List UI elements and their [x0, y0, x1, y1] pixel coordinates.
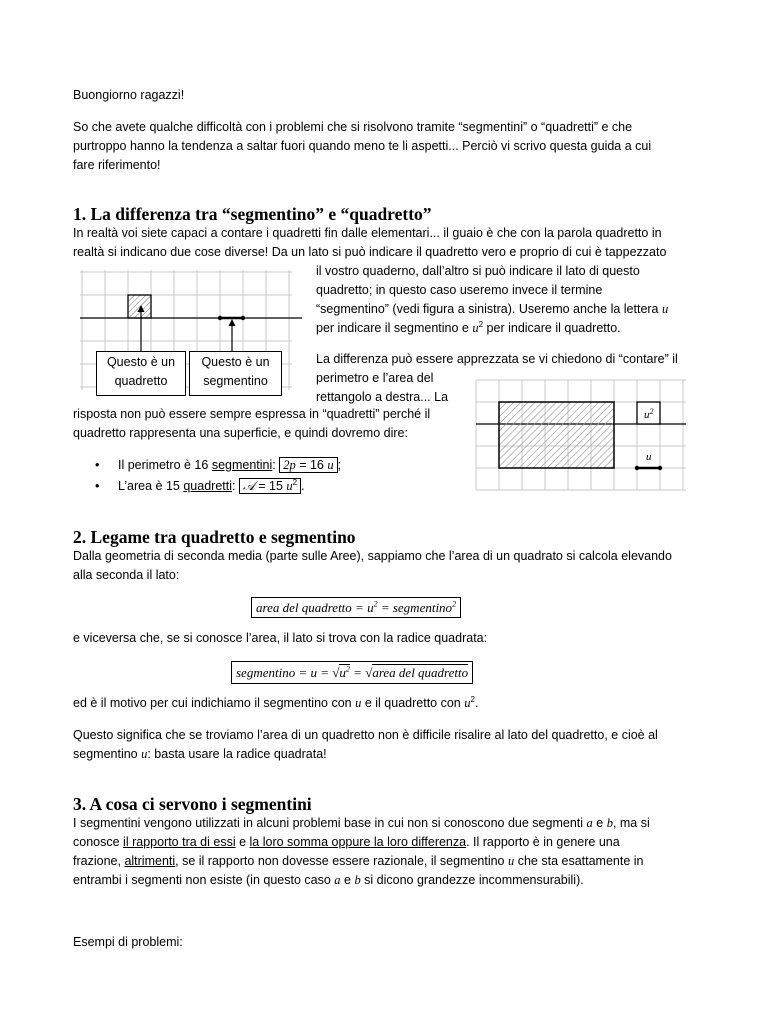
label-segmentino: Questo è un segmentino: [189, 351, 282, 396]
perimeter-formula: 2p = 16 u: [279, 457, 337, 473]
intro-line-1: So che avete qualche difficoltà con i problemi che si risolvono tramite “segmentini” o “quadretti” e che: [73, 120, 633, 134]
label-quadretto: Questo è un quadretto: [96, 351, 186, 396]
figure-rettangolo: [474, 378, 690, 493]
intro-line-3: fare riferimento!: [73, 158, 161, 172]
bullet-perimeter: • Il perimetro è 16 segmentini: 2p = 16 u ;: [73, 455, 433, 476]
s3-line-3: frazione, altrimenti, se il rapporto non dovesse essere razionale, il segmentino u che sta esattamente in: [73, 854, 644, 868]
label-u: u: [646, 451, 652, 463]
s1-line-2: realtà si indicano due cose diverse! Da un lato si può indicare il quadretto vero e proprio di cui è tappezzato: [73, 245, 667, 259]
s3-line-2: conosce il rapporto tra di essi e la loro somma oppure la loro differenza. Il rapporto è in genere una: [73, 835, 620, 849]
formula-area: area del quadretto = $u^2$ = segmentino$^2$: [251, 597, 461, 618]
root-area: area del quadretto: [372, 665, 469, 680]
section-1-title: 1. La differenza tra “segmentino” e “quadretto”: [73, 204, 432, 224]
s2-line-3: e viceversa che, se si conosce l’area, il lato si trova con la radice quadrata:: [73, 631, 488, 645]
greeting: Buongiorno ragazzi!: [73, 88, 185, 102]
s3-line-4: entrambi i segmenti non esiste (in questo caso a e b si dicono grandezze incommensurabili).: [73, 873, 584, 887]
s1-line-6: per indicare il segmentino e $u^2$ per indicare il quadretto.: [316, 319, 621, 335]
s1-para2-line-3: rettangolo a destra... La: [316, 390, 449, 404]
section-3-title: 3. A cosa ci servono i segmentini: [73, 794, 312, 814]
s2-line-5: Questo significa che se troviamo l’area di un quadretto non è difficile risalire al lato del quadretto, e cioè al: [73, 728, 658, 742]
s1-para2-line-5: quadretto rappresenta una superficie, e quindi dovremo dire:: [73, 426, 408, 440]
s2-line-6: segmentino u: basta usare la radice quadrata!: [73, 747, 327, 761]
section-2-title: 2. Legame tra quadretto e segmentino: [73, 527, 356, 547]
bullet-list: [73, 455, 433, 497]
formula-segmentino: segmentino = $u = √u^2$ = √area del quadretto: [231, 661, 473, 684]
hatched-rectangle: [499, 402, 614, 468]
s1-line-1: In realtà voi siete capaci a contare i quadretti fin dalle elementari... il guaio è che con la parola quadretto in: [73, 226, 662, 240]
area-formula: 𝒜 = 15 $u^2$: [239, 478, 301, 494]
s1-line-4: quadretto; in questo caso useremo invece il termine: [316, 283, 603, 297]
bullet-area: • L’area è 15 quadretti: 𝒜 = 15 $u^2$ .: [73, 476, 433, 497]
s1-para2-line-4: risposta non può essere sempre espressa in “quadretti” perché il: [73, 407, 431, 421]
s1-line-5: “segmentino” (vedi figura a sinistra). Useremo anche la lettera u: [316, 302, 669, 316]
s2-line-1: Dalla geometria di seconda media (parte sulle Aree), sappiamo che l’area di un quadrato si calcola elevando: [73, 549, 672, 563]
root-u2: $u^2$: [339, 664, 350, 680]
s2-line-2: alla seconda il lato:: [73, 568, 180, 582]
intro-line-2: purtroppo hanno la tendenza a saltar fuori quando meno te li aspetti... Perciò vi scrivo questa guida a cui: [73, 139, 652, 153]
examples-heading: Esempi di problemi:: [73, 935, 183, 949]
label-u2: $u^2$: [644, 407, 654, 421]
s3-line-1: I segmentini vengono utilizzati in alcuni problemi base in cui non si conoscono due segmenti a e b, ma si: [73, 816, 650, 830]
s2-line-4: ed è il motivo per cui indichiamo il segmentino con u e il quadretto con $u^2$.: [73, 694, 479, 710]
s1-para2-line-2: perimetro e l’area del: [316, 371, 434, 385]
s1-line-3: il vostro quaderno, dall’altro si può indicare il lato di questo: [316, 264, 640, 278]
s1-para2-line-1: La differenza può essere apprezzata se vi chiedono di “contare” il: [316, 352, 678, 366]
hatched-square: [128, 295, 151, 318]
